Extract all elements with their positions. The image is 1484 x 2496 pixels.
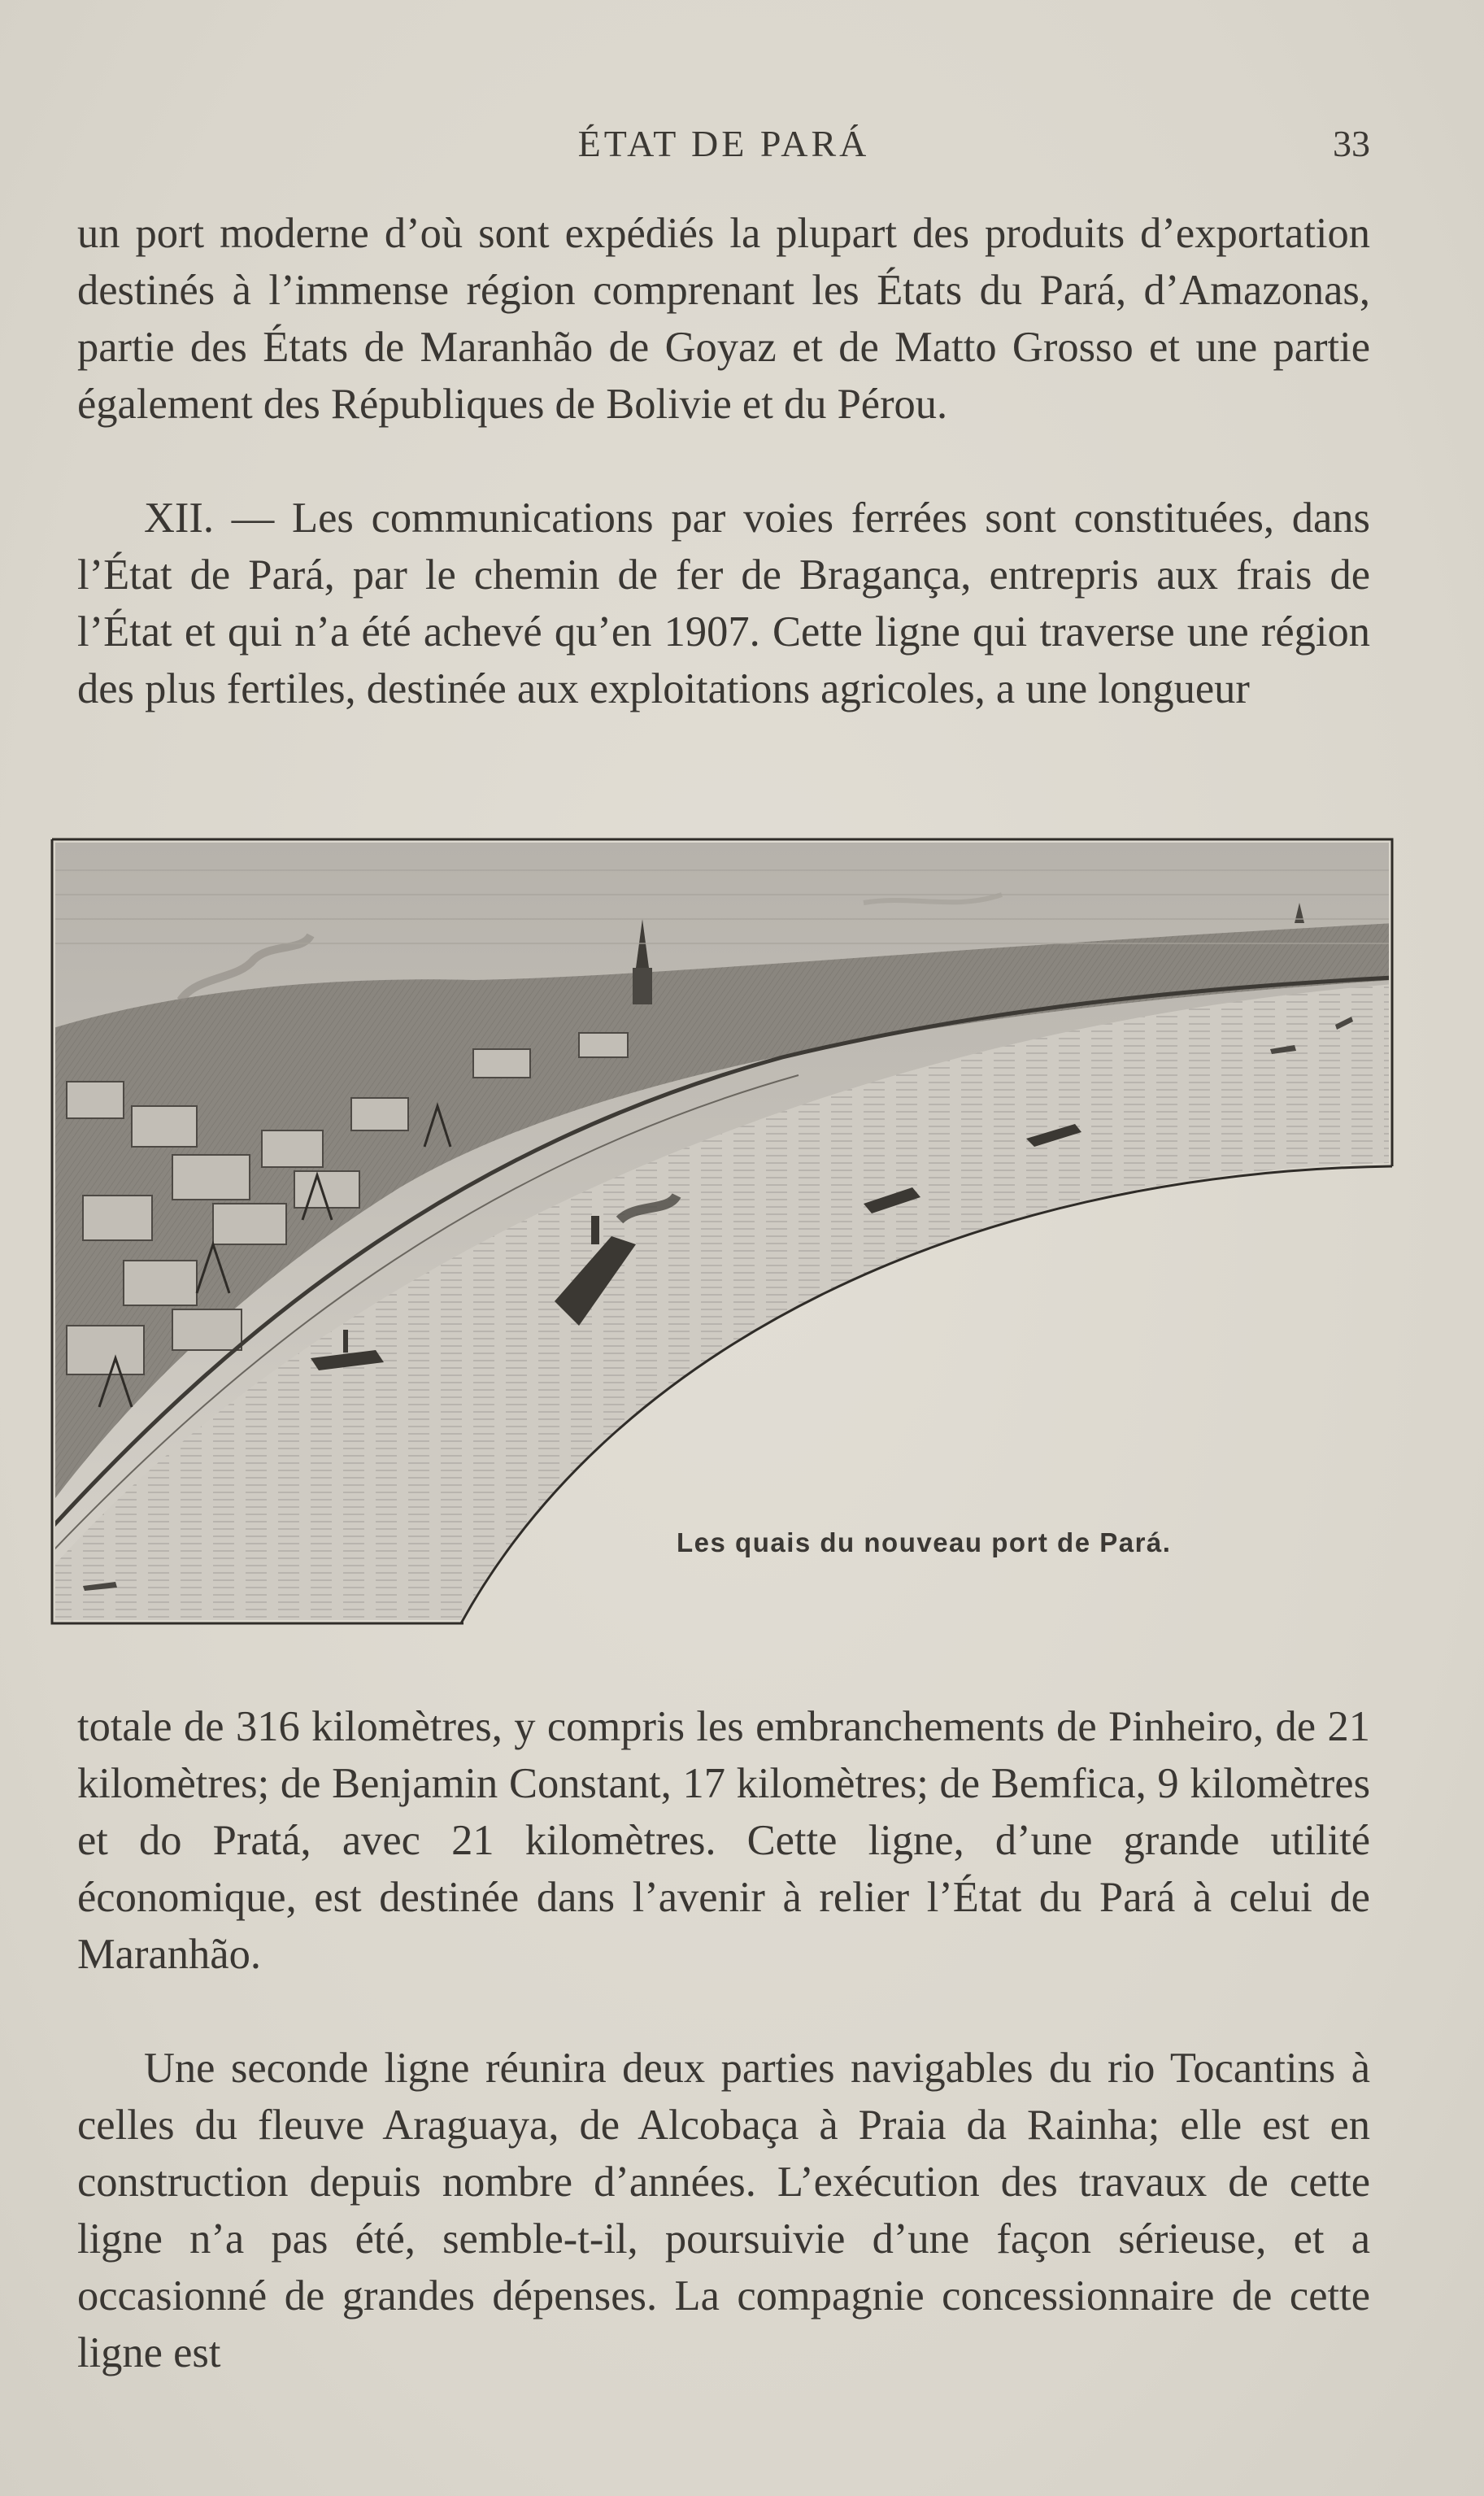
paragraph-1: un port moderne d’où sont expédiés la plupart des produits d’exportation destinés à l’immense région comprenant les États du Pará, d’Amazonas, partie des États de Maranhão de Goyaz et de Matto Grosso et une partie également des Républiques de Bolivie et du Pérou. (77, 210, 1370, 428)
page-number: 33 (1333, 123, 1370, 164)
figure-caption: Les quais du nouveau port de Pará. (677, 1527, 1172, 1557)
running-title: ÉTAT DE PARÁ (577, 123, 870, 164)
running-head (77, 122, 1370, 171)
paragraph-2: XII. — Les communications par voies ferrées sont constituées, dans l’État de Pará, par le chemin de fer de Bragança, entrepris aux frais de l’État et qui n’a été achevé qu’en 1907. Cette ligne qui traverse une région des plus fertiles, destinée aux exploitations agricoles, a une longueur (77, 494, 1370, 712)
harbor-illustration (50, 838, 1394, 1625)
paragraph-3: totale de 316 kilomètres, y compris les embranchements de Pinheiro, de 21 kilomètres; de Benjamin Constant, 17 kilomètres; de Bemfica, 9 kilomètres et do Pratá, avec 21 kilomètres. Cette ligne, d’une grande utilité économique, est destinée dans l’avenir à relier l’État du Pará à celui de Maranhão. (77, 1703, 1370, 1978)
harbor-engraving (50, 838, 1394, 1625)
paragraph-4: Une seconde ligne réunira deux parties navigables du rio Tocantins à celles du fleuve Araguaya, de Alcobaça à Praia da Rainha; elle est en construction depuis nombre d’années. L’exécution des travaux de cette ligne n’a pas été, semble-t-il, poursuivie d’une façon sérieuse, et a occasionné de grandes dépenses. La compagnie concessionnaire de cette ligne est (77, 2045, 1370, 2376)
